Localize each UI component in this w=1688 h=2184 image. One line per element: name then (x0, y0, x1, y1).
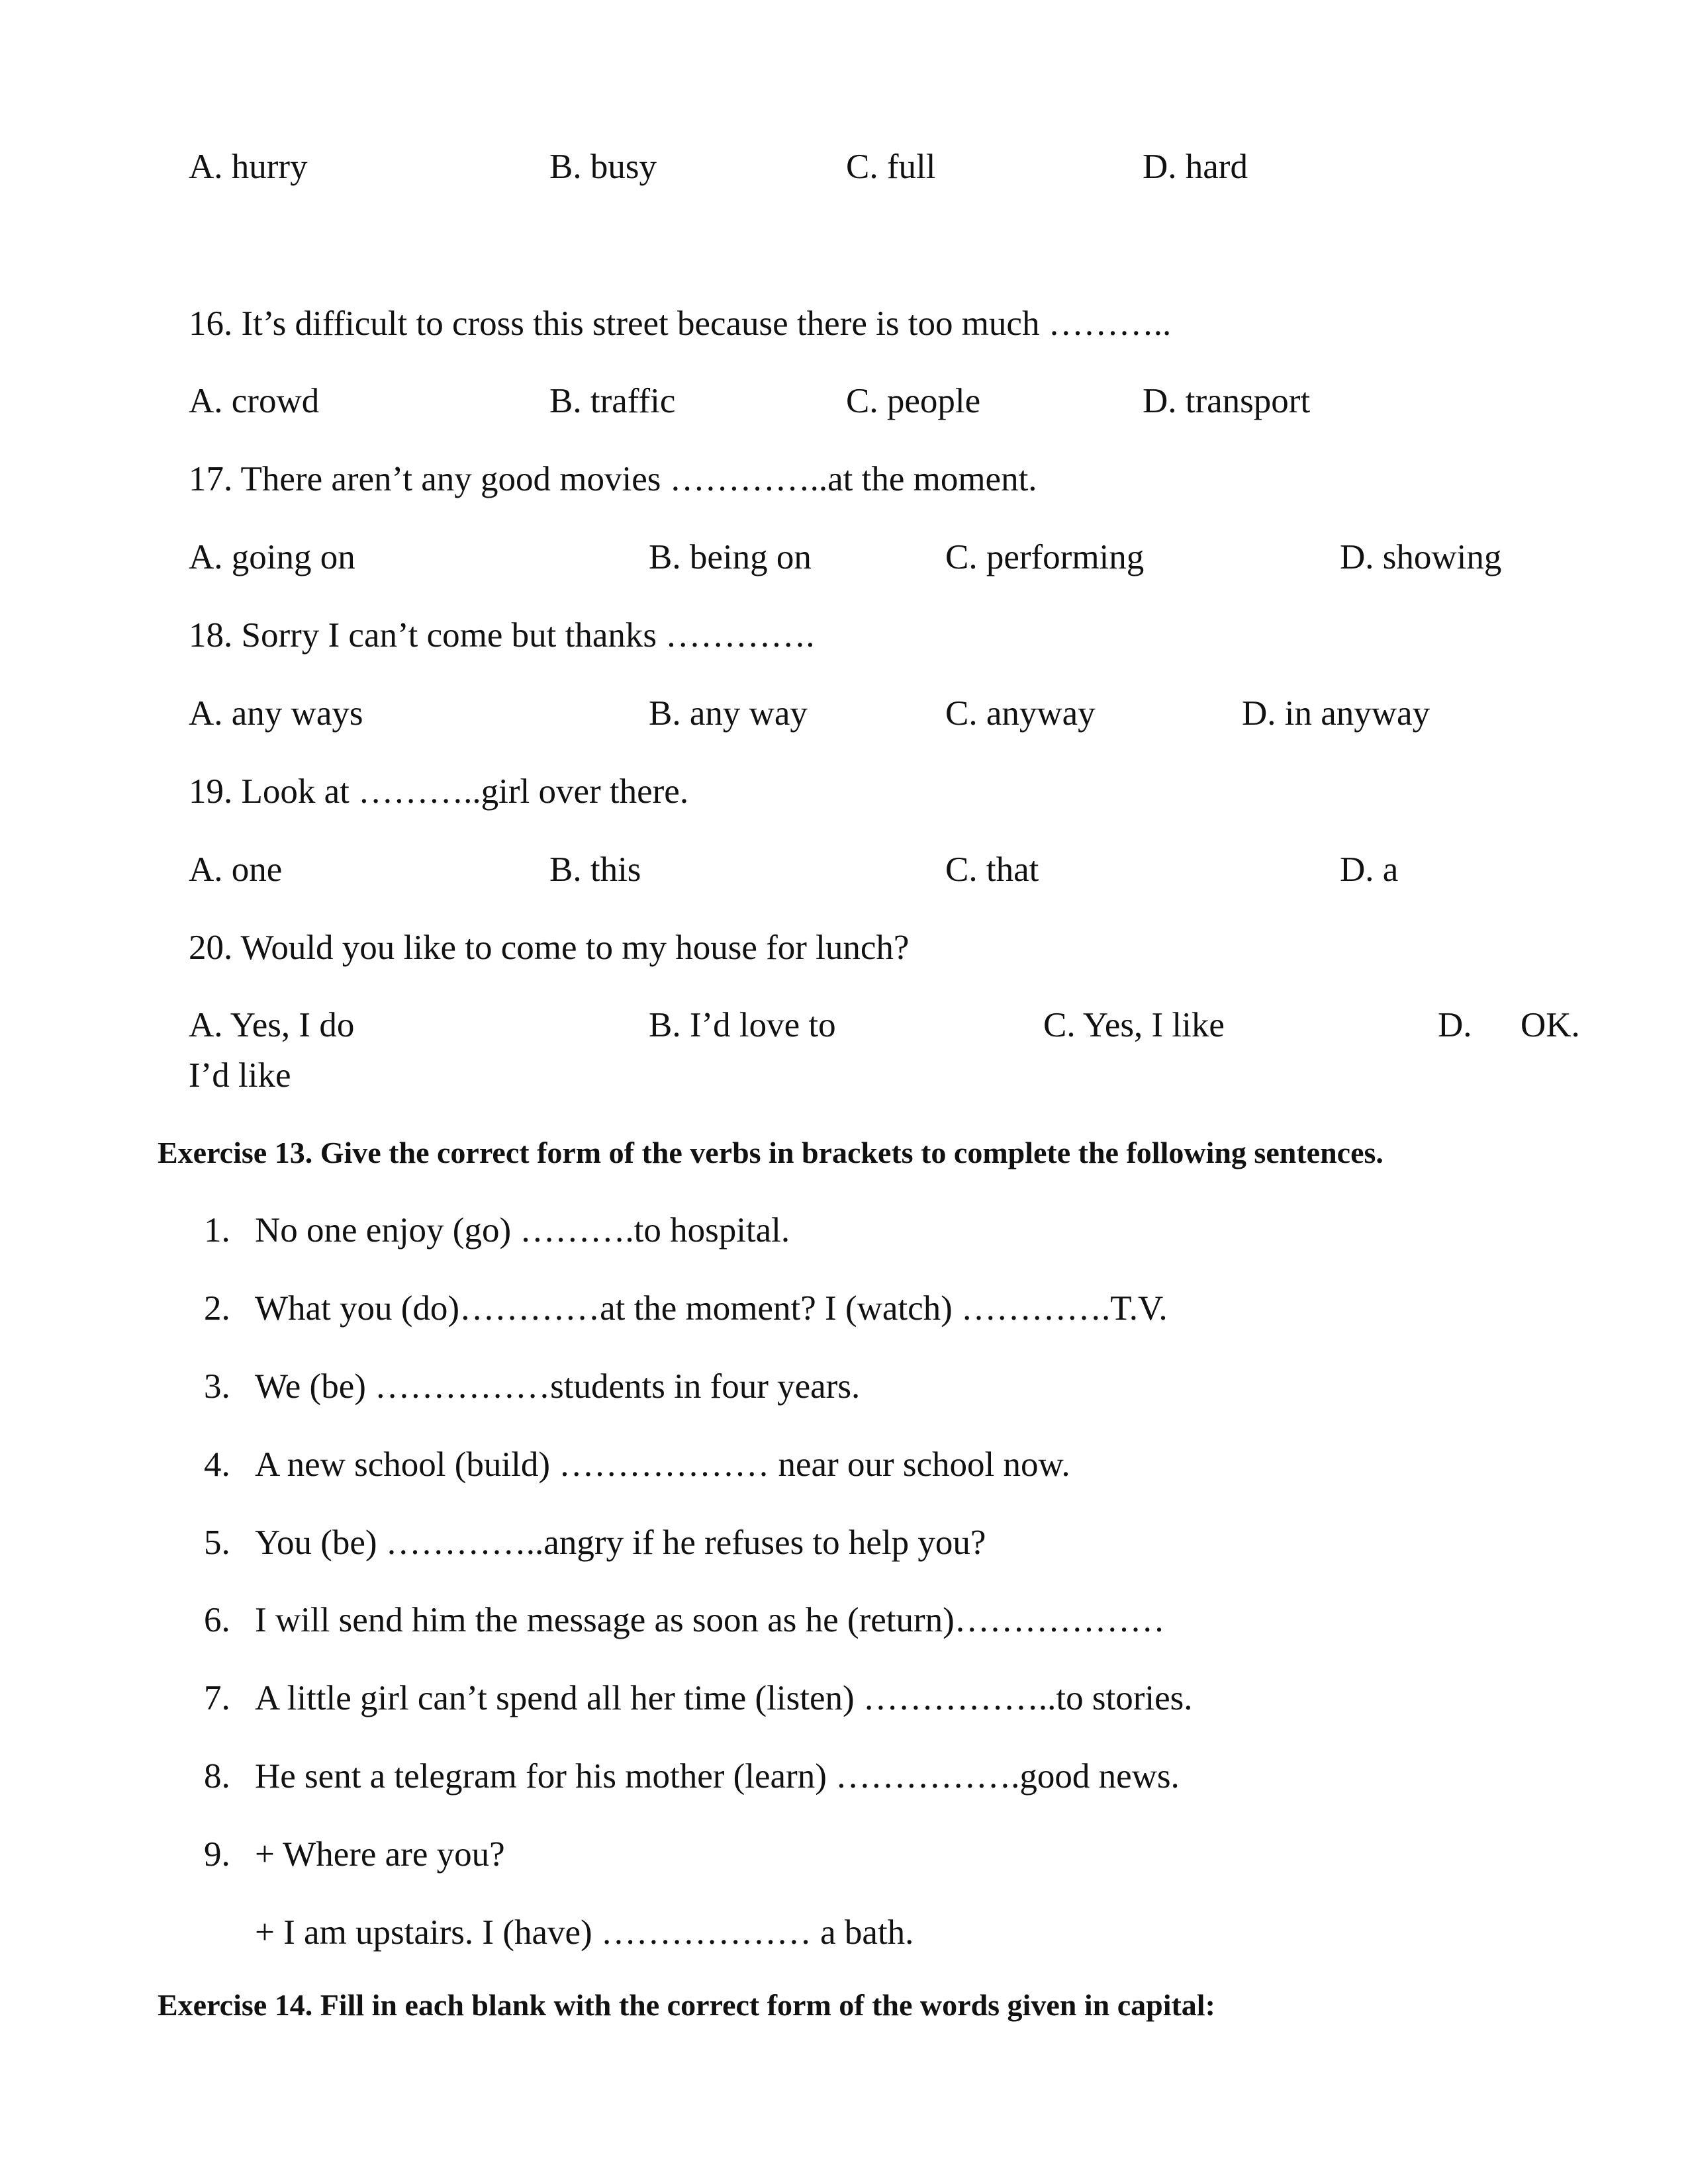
q16-text: 16. It’s difficult to cross this street because there is too much ……….. (189, 304, 1172, 343)
q19-option-d: D. a (1340, 850, 1399, 889)
ex13-item-number: 2. (204, 1289, 230, 1328)
ex13-item-number: 3. (204, 1367, 230, 1406)
q17-option-a: A. going on (189, 538, 355, 576)
q17-option-b: B. being on (649, 538, 812, 576)
q20-option-c: C. Yes, I like (1043, 1006, 1225, 1044)
ex13-item-number: 5. (204, 1524, 230, 1562)
ex13-item-text: + Where are you? (255, 1835, 505, 1874)
q17-option-c: C. performing (945, 538, 1145, 576)
q15-option-a: A. hurry (189, 148, 308, 186)
q20-option-b: B. I’d love to (649, 1006, 836, 1044)
ex13-item-number: 7. (204, 1679, 230, 1717)
q18-text: 18. Sorry I can’t come but thanks …………. (189, 616, 815, 655)
exercise-13-heading: Exercise 13. Give the correct form of the verbs in brackets to complete the following sentences. (158, 1136, 1383, 1169)
q15-option-b: B. busy (549, 148, 657, 186)
q18-option-c: C. anyway (945, 694, 1096, 733)
q16-option-b: B. traffic (549, 382, 676, 420)
ex13-item-number: 9. (204, 1835, 230, 1874)
q18-option-b: B. any way (649, 694, 808, 733)
q20-option-d-letter: D. (1438, 1006, 1472, 1044)
q20-option-d-continuation: I’d like (189, 1056, 291, 1095)
q20-option-d-text: OK. (1521, 1006, 1580, 1044)
q17-text: 17. There aren’t any good movies …………..at the moment. (189, 460, 1037, 498)
q19-option-b: B. this (549, 850, 641, 889)
exercise-14-heading: Exercise 14. Fill in each blank with the correct form of the words given in capital: (158, 1988, 1215, 2022)
ex13-item-number: 6. (204, 1601, 230, 1639)
ex13-item-text: He sent a telegram for his mother (learn) …………….good news. (255, 1757, 1180, 1796)
q19-option-a: A. one (189, 850, 283, 889)
ex13-item-text: We (be) ……………students in four years. (255, 1367, 861, 1406)
q16-option-d: D. transport (1143, 382, 1311, 420)
ex13-item-text: A little girl can’t spend all her time (listen) ……………..to stories. (255, 1679, 1193, 1717)
ex13-item-text: A new school (build) ……………… near our school now. (255, 1445, 1070, 1484)
ex13-item-text: You (be) …………..angry if he refuses to help you? (255, 1524, 986, 1562)
q16-option-a: A. crowd (189, 382, 320, 420)
q17-option-d: D. showing (1340, 538, 1502, 576)
ex13-item-text: I will send him the message as soon as he (return)……………… (255, 1601, 1165, 1639)
ex13-item-text: No one enjoy (go) ……….to hospital. (255, 1211, 790, 1250)
q19-option-c: C. that (945, 850, 1039, 889)
q15-option-d: D. hard (1143, 148, 1248, 186)
q16-option-c: C. people (846, 382, 981, 420)
q19-text: 19. Look at ………..girl over there. (189, 772, 689, 811)
q20-option-a: A. Yes, I do (189, 1006, 355, 1044)
ex13-item-number: 8. (204, 1757, 230, 1796)
ex13-item-text: What you (do)…………at the moment? I (watch) ………….T.V. (255, 1289, 1168, 1328)
q15-option-c: C. full (846, 148, 936, 186)
ex13-item-number: 1. (204, 1211, 230, 1250)
q18-option-d: D. in anyway (1242, 694, 1430, 733)
ex13-item-9-reply: + I am upstairs. I (have) ……………… a bath. (255, 1913, 914, 1952)
q20-text: 20. Would you like to come to my house for lunch? (189, 929, 910, 967)
q18-option-a: A. any ways (189, 694, 363, 733)
ex13-item-number: 4. (204, 1445, 230, 1484)
